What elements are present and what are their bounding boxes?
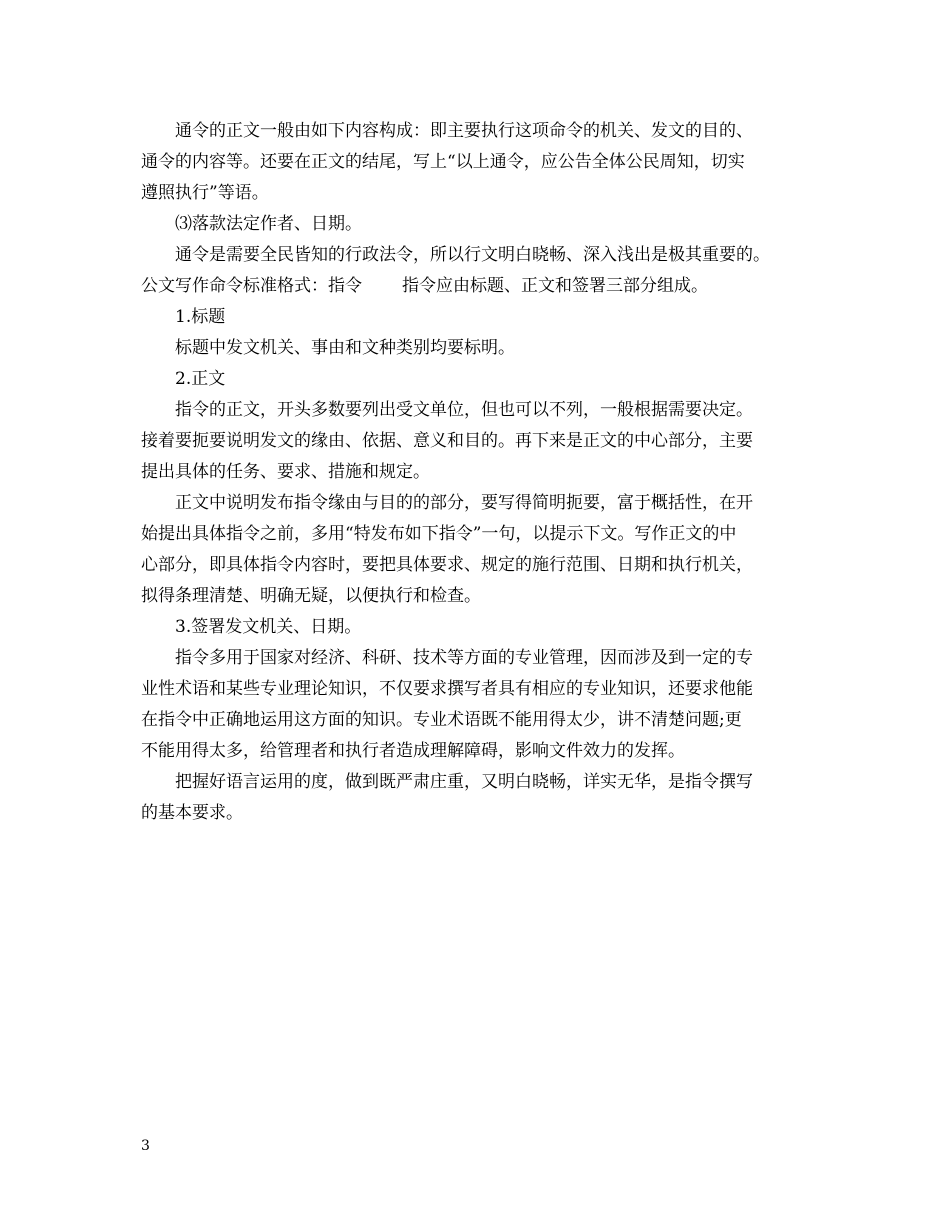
paragraph-line: 通令的正文一般由如下内容构成：即主要执行这项命令的机关、发文的目的、 <box>175 121 753 141</box>
section-heading: 1.标题 <box>175 307 226 327</box>
paragraph-line: 始提出具体指令之前，多用“特发布如下指令”一句，以提示下文。写作正文的中 <box>141 524 737 544</box>
paragraph-line: 业性术语和某些专业理论知识，不仅要求撰写者具有相应的专业知识，还要求他能 <box>141 679 753 699</box>
format-description-text: 指令应由标题、正文和签署三部分组成。 <box>402 276 708 296</box>
paragraph-line: 把握好语言运用的度，做到既严肃庄重，又明白晓畅，详实无华，是指令撰写 <box>175 772 753 792</box>
paragraph-line: 指令多用于国家对经济、科研、技术等方面的专业管理，因而涉及到一定的专 <box>175 648 753 668</box>
paragraph-line: 指令的正文，开头多数要列出受文单位，但也可以不列，一般根据需要决定。 <box>175 400 753 420</box>
paragraph-line: 拟得条理清楚、明确无疑，以便执行和检查。 <box>141 586 481 606</box>
paragraph-line: 在指令中正确地运用这方面的知识。专业术语既不能用得太少，讲不清楚问题;更 <box>141 710 742 730</box>
document-body <box>141 116 821 829</box>
section-heading: 2.正文 <box>175 369 226 389</box>
paragraph-line: 标题中发文机关、事由和文种类别均要标明。 <box>175 338 515 358</box>
paragraph-line: 的基本要求。 <box>141 803 243 823</box>
format-title-text: 公文写作命令标准格式：指令 <box>141 276 362 296</box>
paragraph-line: 提出具体的任务、要求、措施和规定。 <box>141 462 430 482</box>
paragraph-line: 通令的内容等。还要在正文的结尾，写上“以上通令，应公告全体公民周知，切实 <box>141 152 745 172</box>
section-heading: 3.签署发文机关、日期。 <box>175 617 362 637</box>
paragraph-line: ⑶落款法定作者、日期。 <box>175 214 362 234</box>
paragraph-line: 接着要扼要说明发文的缘由、依据、意义和目的。再下来是正文的中心部分，主要 <box>141 431 753 451</box>
paragraph-line <box>141 271 821 302</box>
paragraph-line: 遵照执行”等语。 <box>141 183 269 203</box>
paragraph-line: 正文中说明发布指令缘由与目的的部分，要写得简明扼要，富于概括性，在开 <box>175 493 753 513</box>
paragraph-line: 心部分，即具体指令内容时，要把具体要求、规定的施行范围、日期和执行机关， <box>141 555 753 575</box>
paragraph-line: 通令是需要全民皆知的行政法令，所以行文明白晓畅、深入浅出是极其重要的。 <box>175 245 770 265</box>
page-number: 3 <box>141 1138 150 1154</box>
paragraph-line: 不能用得太多，给管理者和执行者造成理解障碍，影响文件效力的发挥。 <box>141 741 685 761</box>
